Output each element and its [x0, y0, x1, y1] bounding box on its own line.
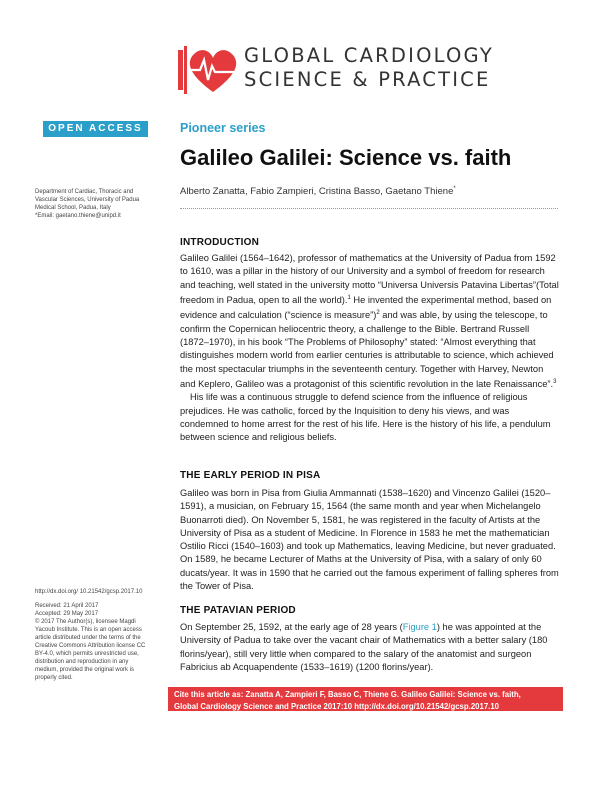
author-list [180, 186, 456, 197]
series-label: Pioneer series [180, 121, 266, 135]
corresponding-mark: * [453, 186, 456, 192]
ref-1[interactable]: 1 [347, 294, 351, 301]
citation-line1: Cite this article as: Zanatta A, Zampieri F, Basso C, Thiene G. Galileo Galilei: Science vs. faith, [174, 690, 521, 699]
divider [180, 208, 558, 209]
intro-text [180, 252, 560, 444]
heart-ecg-icon [178, 44, 238, 98]
email-text[interactable]: *Email: gaetano.thiene@unipd.it [35, 213, 121, 219]
affiliation-block [35, 188, 155, 220]
journal-logo [178, 44, 238, 98]
journal-title-line1: GLOBAL CARDIOLOGY [244, 44, 494, 67]
doi-link[interactable]: http://dx.doi.org/ 10.21542/gcsp.2017.10 [35, 589, 143, 595]
patavian-p1b: ) he was appointed at the University of Padua to take over the vacant chair of Mathematics with a better salary (180 florins/year), still very little when compared to the salary of the anatomist and surgeon Fabricius ab Acquapendente (1533–1619) (1200 florins/year). [180, 622, 548, 672]
article-title: Galileo Galilei: Science vs. faith [180, 145, 512, 170]
figure-1-link[interactable]: Figure 1 [402, 622, 437, 632]
article-info-block [35, 588, 153, 688]
section-heading-introduction: INTRODUCTION [180, 237, 260, 248]
ref-3[interactable]: 3 [553, 378, 557, 385]
intro-p1b: He invented the experimental method, based on evidence and calculation (“science is measure”) [180, 294, 552, 321]
citation-box [168, 687, 563, 711]
journal-title-line2: SCIENCE & PRACTICE [244, 68, 491, 91]
section-heading-early-period: THE EARLY PERIOD IN PISA [180, 470, 321, 481]
section-heading-patavian-period: THE PATAVIAN PERIOD [180, 605, 296, 616]
received-date: Received: 21 April 2017 [35, 603, 99, 609]
patavian-text [180, 621, 560, 674]
open-access-badge: OPEN ACCESS [43, 121, 148, 137]
license-text: © 2017 The Author(s), licensee Magdi Yacoub Institute. This is an open access article distributed under the terms of the Creative Commons Attribution license CC BY-4.0, which permits unrestricted use, distribution and reproduction in any medium, provided the original work is properly cited. [35, 619, 146, 681]
affiliation-text: Department of Cardiac, Thoracic and Vascular Sciences, University of Padua Medical School, Padua, Italy [35, 189, 140, 211]
early-period-text [180, 487, 560, 593]
early-p1: Galileo was born in Pisa from Giulia Ammannati (1538–1620) and Vincenzo Galilei (1520–1591), a musician, on February 15, 1564 (the same month and year when Michelangelo Buonarroti died). On November 5, 1581, he was registered in the faculty of Artists at the University of Pisa as a student of Medicine. In Florence in 1583 he met the mathematician Ostilio Ricci (1540–1603) and took up Mathematics, leaving Medicine, but never graduated. On 1589, he became Lecturer of Maths at the University of Pisa, with a salary of only 60 ducats/year. It was in 1590 that he carried out the famous experiment of falling spheres from the Tower of Pisa. [180, 488, 559, 592]
intro-p2: His life was a continuous struggle to defend science from the influence of religious prejudices. He was catholic, forced by the Inquisition to deny his views, and was condemned to home arrest for the rest of his life. Here is the history of his life, a pendulum between science and religious beliefs. [180, 392, 551, 443]
patavian-p1a: On September 25, 1592, at the early age of 28 years ( [180, 622, 403, 632]
accepted-date: Accepted: 29 May 2017 [35, 611, 99, 617]
ref-2[interactable]: 2 [376, 310, 380, 317]
authors-text: Alberto Zanatta, Fabio Zampieri, Cristina Basso, Gaetano Thiene [180, 186, 454, 198]
journal-title [244, 44, 494, 92]
intro-p1a: Galileo Galilei (1564–1642), professor of mathematics at the University of Padua from 1592 to 1610, was a pillar in the history of our University and a symbol of freedom for research and teaching, well stated in the university motto “Universa Universis Patavina Libertas”(Total freedom in Padua, open to all the world). [180, 253, 559, 305]
intro-p1c: and was able, by using the telescope, to confirm the Copernican heliocentric theory, a challenge to the Bible. Bertrand Russell (1872–1970), in his book “The Problems of Philosophy” stated: “Almost everything that distinguishes modern world from earlier centuries is attributable to science, which achieved the most spectacular triumphs in the seventeenth century. Together with Harvey, Newton and Keplero, Galileo was a protagonist of this scientific revolution in the late Renaissance”. [180, 310, 554, 389]
citation-line2[interactable]: Global Cardiology Science and Practice 2017:10 http://dx.doi.org/10.21542/gcsp.2017.10 [174, 701, 499, 711]
